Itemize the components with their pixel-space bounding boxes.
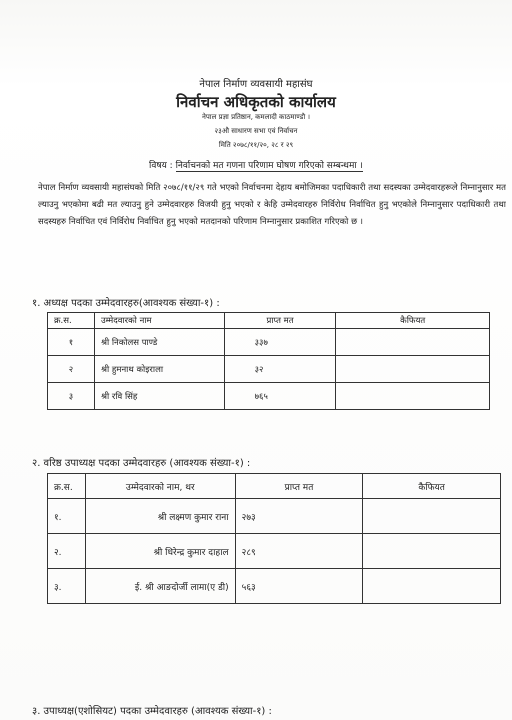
event-name: २३औ साधारण सभा एवं निर्वाचन	[214, 127, 298, 135]
cell-remarks	[336, 383, 490, 410]
table-header-row	[48, 474, 501, 499]
section-2-title: २. वरिष्ठ उपाध्यक्ष पदका उम्मेदवारहरु (आवश्यक संख्या-१) :	[32, 458, 251, 469]
col-header-name: उम्मेदवारको नाम	[94, 313, 224, 329]
cell-name: श्री निकोलस पाण्डे	[94, 329, 224, 356]
cell-name: श्री लक्ष्मण कुमार राना	[85, 499, 235, 534]
col-header-serial: क्र.स.	[48, 474, 86, 499]
table-row	[48, 383, 490, 410]
cell-votes: ३२	[224, 356, 336, 383]
col-header-name: उम्मेदवारको नाम, थर	[85, 474, 235, 499]
table-row	[48, 534, 501, 569]
col-header-votes: प्राप्त मत	[235, 474, 363, 499]
cell-votes: २७३	[235, 499, 363, 534]
event-date: मिति २०७८/११/२०, २८ र २९	[218, 141, 294, 149]
cell-votes: २८९	[235, 534, 363, 569]
cell-remarks	[336, 356, 490, 383]
cell-serial: २.	[48, 534, 86, 569]
cell-remarks	[363, 499, 501, 534]
body-paragraph: नेपाल निर्माण व्यवसायी महासंघको मिति २०७८/११/२९ गते भएको निर्वाचनमा देहाय बमोजिमका पदाधिकारी तथा सदस्यका उम्मेदवारहरूले निम्नानुसार मत ल्याउनु भएकोमा बढी मत ल्याउनु हुने उम्मेदवारहरु विजयी हुनु भएको र केहि उम्मेदवारहरु निर्विरोध निर्वाचित हुनु भएकोले निम्नानुसार पदाधिकारी तथा सदस्यहरु निर्वाचित एवं निर्विरोध निर्वाचित हुनु भएको मतदानको परिणाम निम्नानुसार प्रकाशित गरिएको छ ।	[38, 183, 506, 227]
cell-name: ई. श्री आङदोर्जी लामा(ए डी)	[85, 569, 235, 604]
cell-name: श्री हुमनाथ कोइराला	[94, 356, 224, 383]
cell-serial: २	[48, 356, 95, 383]
cell-remarks	[336, 329, 490, 356]
cell-votes: ३३७	[224, 329, 336, 356]
table-header-row	[48, 313, 490, 329]
cell-name: श्री रवि सिंह	[94, 383, 224, 410]
subject-label: विषय :	[149, 161, 173, 171]
organization-name: नेपाल निर्माण व्यवसायी महासंघ	[199, 79, 313, 90]
cell-serial: ३.	[48, 569, 86, 604]
cell-serial: ३	[48, 383, 95, 410]
table-row	[48, 356, 490, 383]
office-title: निर्वाचन अधिकृतको कार्यालय	[176, 93, 336, 111]
section-1-title: १. अध्यक्ष पदका उम्मेदवारहरु(आवश्यक संख्या-१) :	[32, 298, 220, 309]
col-header-serial: क्र.स.	[48, 313, 95, 329]
section-3-title: ३. उपाध्यक्ष(एशोसियट) पदका उम्मेदवारहरु (आवश्यक संख्या-१) :	[32, 706, 272, 717]
table-row	[48, 499, 501, 534]
cell-name: श्री धिरेन्द्र कुमार दाहाल	[85, 534, 235, 569]
cell-remarks	[363, 569, 501, 604]
col-header-remarks: कैफियत	[363, 474, 501, 499]
cell-serial: १.	[48, 499, 86, 534]
col-header-votes: प्राप्त मत	[224, 313, 336, 329]
cell-votes: ७६५	[224, 383, 336, 410]
cell-remarks	[363, 534, 501, 569]
cell-votes: ५६३	[235, 569, 363, 604]
cell-serial: १	[48, 329, 95, 356]
col-header-remarks: कैफियत	[336, 313, 490, 329]
president-results-table	[47, 312, 490, 410]
subject-text: निर्वाचनको मत गणना परिणाम घोषण गरिएको सम्बन्धमा ।	[175, 161, 363, 171]
senior-vice-president-results-table	[47, 473, 501, 604]
table-row	[48, 329, 490, 356]
subject-line	[0, 158, 512, 171]
table-row	[48, 569, 501, 604]
office-address: नेपाल प्रज्ञा प्रतिष्ठान, कमलादी काठमाण्डौ ।	[201, 113, 311, 121]
